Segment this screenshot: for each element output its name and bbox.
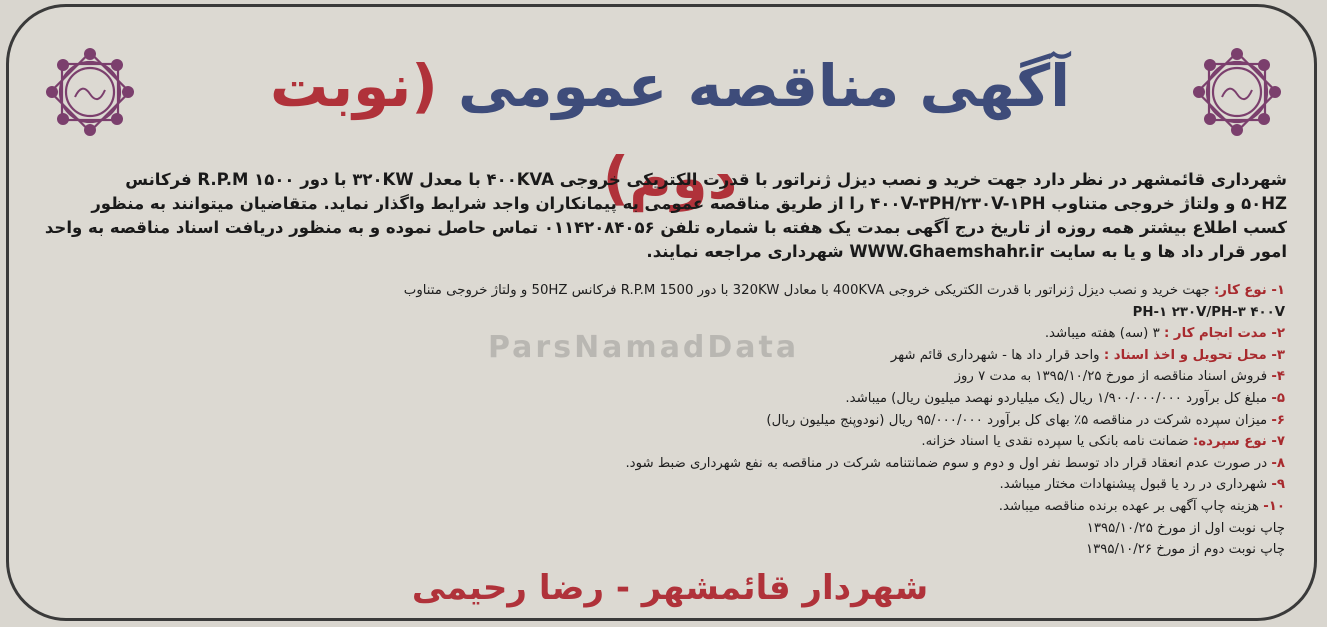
item-label: ۴- xyxy=(1271,369,1285,385)
list-item xyxy=(30,302,1285,324)
list-item xyxy=(30,345,1285,367)
item-text: واحد قرار داد ها - شهرداری قائم شهر xyxy=(890,347,1104,363)
intro-line: ۵۰HZ و ولتاژ خروجی متناوب ۴۰۰V-۳PH/۲۳۰V-۱PH را از طریق مناقصه عمومی به پیمانکاران واجد شرایط واگذار نماید. متقاضیان میتوانند به منظور xyxy=(91,194,1287,213)
star-emblem-icon xyxy=(40,42,140,142)
item-text: ضمانت نامه بانکی یا سپرده نقدی یا اسناد خزانه. xyxy=(921,434,1193,450)
intro-line: امور قرار داد ها و یا به سایت WWW.Ghaemshahr.ir شهرداری مراجعه نمایند. xyxy=(646,242,1287,261)
item-label: ۲- مدت انجام کار : xyxy=(1163,326,1285,342)
list-item xyxy=(30,366,1285,388)
item-label: ۶- xyxy=(1271,412,1285,428)
intro-paragraph xyxy=(40,168,1287,264)
item-text: مبلغ کل برآورد ۱/۹۰۰/۰۰۰/۰۰۰ ریال (یک میلیاردو نهصد میلیون ریال) میباشد. xyxy=(845,390,1272,406)
item-text: شهرداری در رد یا قبول پیشنهادات مختار میباشد. xyxy=(999,477,1272,493)
list-item xyxy=(30,410,1285,432)
list-item xyxy=(30,539,1285,561)
list-item xyxy=(30,453,1285,475)
item-label: ۸- xyxy=(1271,455,1285,471)
conditions-list xyxy=(30,280,1285,561)
item-text: فروش اسناد مناقصه از مورخ ۱۳۹۵/۱۰/۲۵ به مدت ۷ روز xyxy=(954,369,1272,385)
item-text: چاپ نوبت اول از مورخ ۱۳۹۵/۱۰/۲۵ xyxy=(1086,520,1285,536)
list-item xyxy=(30,496,1285,518)
list-item xyxy=(30,474,1285,496)
title-round: (نوبت دوم) xyxy=(269,52,738,212)
item-text: میزان سپرده شرکت در مناقصه ۵٪ بهای کل برآورد ۹۵/۰۰۰/۰۰۰ ریال (نودوپنج میلیون ریال) xyxy=(766,412,1272,428)
star-emblem-icon xyxy=(1187,42,1287,142)
item-text: ۳ (سه) هفته میباشد. xyxy=(1044,326,1164,342)
list-item xyxy=(30,323,1285,345)
item-label: ۳- محل تحویل و اخذ اسناد : xyxy=(1103,347,1285,363)
item-text: در صورت عدم انعقاد قرار داد توسط نفر اول و دوم و سوم ضمانتنامه شرکت در مناقصه به نفع شهرداری ضبط شود. xyxy=(625,455,1272,471)
list-item xyxy=(30,518,1285,540)
title-main: آگهی مناقصه عمومی xyxy=(457,52,1071,120)
watermark: ParsNamadData xyxy=(488,330,800,365)
intro-line: شهرداری قائمشهر در نظر دارد جهت خرید و نصب دیزل ژنراتور با قدرت الکتریکی خروجی ۴۰۰KVA با معدل ۳۲۰KW با دور ۱۵۰۰ R.P.M فرکانس xyxy=(125,170,1287,189)
item-text: چاپ نوبت دوم از مورخ ۱۳۹۵/۱۰/۲۶ xyxy=(1085,542,1285,558)
list-item xyxy=(30,388,1285,410)
item-label: ۷- نوع سپرده: xyxy=(1192,434,1285,450)
intro-line: کسب اطلاع بیشتر همه روزه از تاریخ درج آگهی بمدت یک هفته با شماره تلفن ۰۱۱۴۲۰۸۴۰۵۶ تماس حاصل نموده و به منظور دریافت اسناد مناقصه به واحد xyxy=(44,218,1287,237)
item-label: ۱- نوع کار: xyxy=(1213,283,1285,298)
item-label: ۹- xyxy=(1271,477,1285,493)
item-label: ۱۰- xyxy=(1263,498,1285,514)
item-label: ۵- xyxy=(1271,390,1285,406)
item-text: PH-۱ ۲۳۰V/PH-۳ ۴۰۰V xyxy=(1132,304,1285,320)
list-item xyxy=(30,431,1285,453)
list-item xyxy=(30,280,1285,302)
item-text: هزینه چاپ آگهی بر عهده برنده مناقصه میباشد. xyxy=(998,498,1264,514)
item-text: جهت خرید و نصب دیزل ژنراتور با قدرت الکتریکی خروجی 400KVA با معادل 320KW با دور R.P.M 1500 فرکانس 50HZ و ولتاژ خروجی متناوب xyxy=(403,283,1214,298)
signature: شهردار قائمشهر - رضا رحیمی xyxy=(411,568,929,608)
